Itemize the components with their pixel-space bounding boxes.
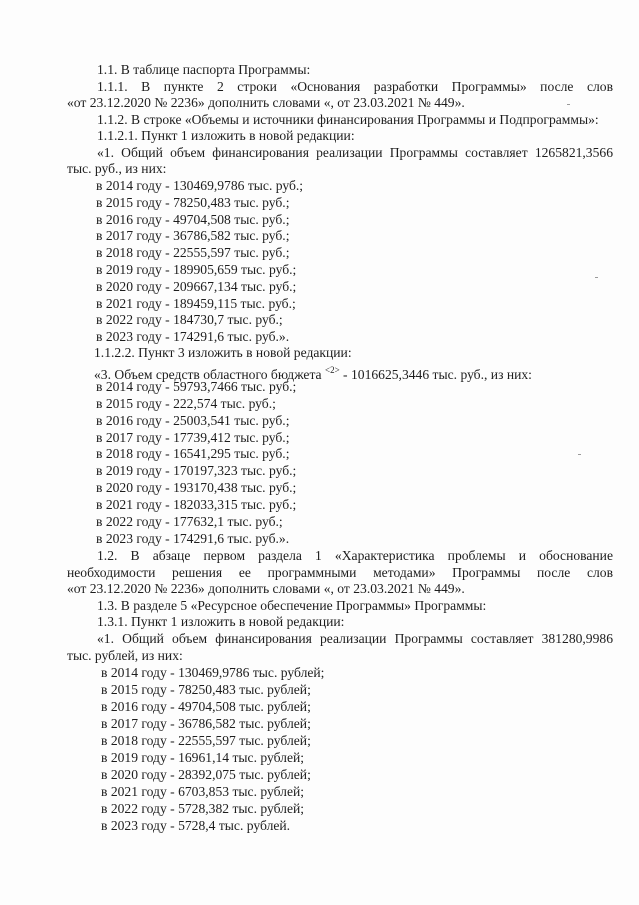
regional-budget-value: - 1016625,3446 тыс. руб., из них: (339, 367, 532, 382)
para-1-3: 1.3. В разделе 5 «Ресурсное обеспечение Программы» Программы: (97, 598, 487, 613)
list-item: в 2021 году - 6703,853 тыс. рублей; (101, 784, 305, 799)
list-item: в 2021 году - 182033,315 тыс. руб.; (96, 497, 297, 512)
list-item: в 2016 году - 49704,508 тыс. руб.; (96, 212, 290, 227)
list-item: в 2017 году - 17739,412 тыс. руб.; (96, 430, 290, 445)
para-1-1-1: 1.1.1. В пункте 2 строки «Основания разработки Программы» после слов (97, 79, 613, 94)
list-item: в 2023 году - 174291,6 тыс. руб.». (96, 329, 290, 344)
para-1-1: 1.1. В таблице паспорта Программы: (97, 62, 311, 77)
resource-total-cont: тыс. рублей, из них: (67, 648, 183, 663)
list-item: в 2014 году - 59793,7466 тыс. руб.; (96, 379, 297, 394)
list-item: в 2020 году - 193170,438 тыс. руб.; (96, 480, 297, 495)
list-item: в 2015 году - 78250,483 тыс. рублей; (101, 682, 311, 697)
list-item: в 2021 году - 189459,115 тыс. руб.; (96, 296, 296, 311)
para-1-2-cont: необходимости решения ее программными методами» Программы после слов (67, 565, 613, 580)
list-item: в 2014 году - 130469,9786 тыс. рублей; (101, 665, 325, 680)
total-financing-line: «1. Общий объем финансирования реализации Программы составляет 1265821,3566 (97, 145, 613, 160)
total-financing-cont: тыс. руб., из них: (67, 161, 167, 176)
list-item: в 2016 году - 25003,541 тыс. руб.; (96, 413, 290, 428)
para-1-1-2-1: 1.1.2.1. Пункт 1 изложить в новой редакции: (97, 128, 355, 143)
para-1-1-2-2: 1.1.2.2. Пункт 3 изложить в новой редакции: (94, 345, 352, 360)
footnote-ref: <2> (325, 365, 340, 375)
list-item: в 2022 году - 5728,382 тыс. рублей; (101, 801, 305, 816)
list-item: в 2018 году - 22555,597 тыс. рублей; (101, 733, 311, 748)
list-item: в 2019 году - 16961,14 тыс. рублей; (101, 750, 305, 765)
para-1-2: 1.2. В абзаце первом раздела 1 «Характеристика проблемы и обоснование (97, 548, 613, 563)
para-1-2-cont2: «от 23.12.2020 № 2236» дополнить словами «, от 23.03.2021 № 449». (67, 581, 465, 596)
list-item: в 2018 году - 22555,597 тыс. руб.; (96, 245, 290, 260)
regional-budget-text: «3. Объем средств областного бюджета (94, 367, 325, 382)
list-item: в 2023 году - 5728,4 тыс. рублей. (101, 818, 291, 833)
list-item: в 2022 году - 184730,7 тыс. руб.; (96, 312, 283, 327)
list-item: в 2017 году - 36786,582 тыс. рублей; (101, 716, 311, 731)
list-item: в 2023 году - 174291,6 тыс. руб.». (96, 531, 290, 546)
list-item: в 2020 году - 209667,134 тыс. руб.; (96, 279, 297, 294)
list-item: в 2019 году - 189905,659 тыс. руб.; (96, 262, 297, 277)
scan-speck (595, 277, 598, 278)
list-item: в 2016 году - 49704,508 тыс. рублей; (101, 699, 311, 714)
list-item: в 2015 году - 222,574 тыс. руб.; (96, 396, 276, 411)
resource-total-line: «1. Общий объем финансирования реализации Программы составляет 381280,9986 (97, 631, 613, 646)
para-1-1-1-cont: «от 23.12.2020 № 2236» дополнить словами «, от 23.03.2021 № 449». (67, 95, 465, 110)
scan-speck (578, 454, 581, 455)
para-1-1-2: 1.1.2. В строке «Объемы и источники финансирования Программы и Подпрограммы»: (97, 112, 599, 127)
list-item: в 2015 году - 78250,483 тыс. руб.; (96, 195, 290, 210)
list-item: в 2014 году - 130469,9786 тыс. руб.; (96, 178, 304, 193)
para-1-3-1: 1.3.1. Пункт 1 изложить в новой редакции: (97, 614, 345, 629)
list-item: в 2022 году - 177632,1 тыс. руб.; (96, 514, 283, 529)
list-item: в 2017 году - 36786,582 тыс. руб.; (96, 228, 290, 243)
list-item: в 2018 году - 16541,295 тыс. руб.; (96, 446, 290, 461)
scan-speck (567, 104, 570, 105)
list-item: в 2019 году - 170197,323 тыс. руб.; (96, 463, 297, 478)
list-item: в 2020 году - 28392,075 тыс. рублей; (101, 767, 311, 782)
